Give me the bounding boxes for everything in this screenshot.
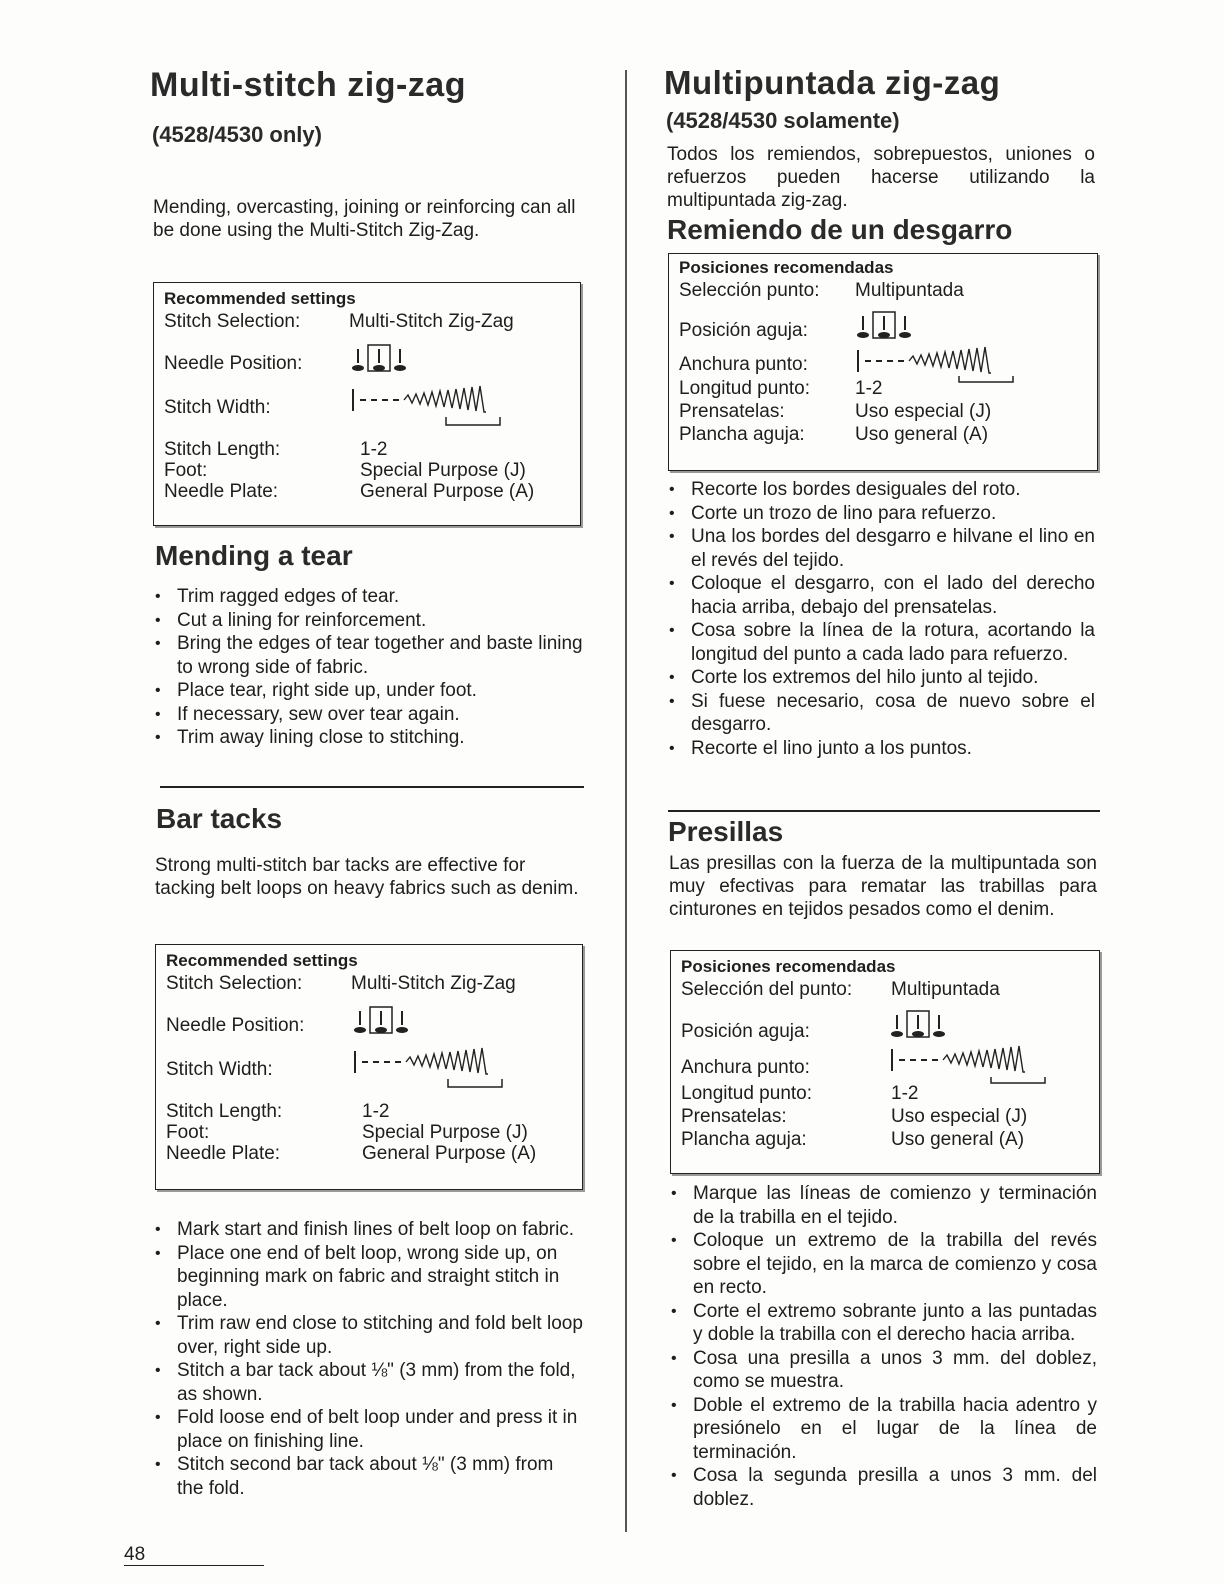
settings-heading: Recommended settings (166, 951, 358, 970)
right-settings-box-1 (668, 253, 1098, 471)
needle-position-label: Posición aguja: (681, 1021, 810, 1042)
mending-title: Mending a tear (155, 540, 353, 571)
left-title: Multi-stitch zig-zag (150, 66, 466, 104)
list-item: • Una los bordes del desgarro e hilvane el lino en el revés del tejido. (667, 525, 1095, 572)
list-item: • Trim away lining close to stitching. (153, 726, 583, 750)
needle-plate-value: General Purpose (A) (360, 481, 535, 502)
list-item: • Si fuese necesario, cosa de nuevo sobre el desgarro. (667, 690, 1095, 737)
list-item: • Cosa la segunda presilla a unos 3 mm. del doblez. (669, 1464, 1097, 1511)
stitch-length-value: 1-2 (362, 1101, 390, 1122)
page-number: 48 (124, 1545, 264, 1566)
needle-plate-value: Uso general (A) (891, 1129, 1025, 1150)
list-item: • Coloque un extremo de la trabilla del revés sobre el tejido, en la marca de comienzo y cosa en recto. (669, 1229, 1097, 1300)
stitch-length-label: Stitch Length: (166, 1101, 283, 1122)
needle-position-icon (350, 343, 410, 373)
left-intro: Mending, overcasting, joining or reinforcing can all be done using the Multi-Stitch Zig-Zag. (153, 197, 576, 241)
needle-position-label: Needle Position: (166, 1015, 305, 1036)
needle-plate-label: Plancha aguja: (681, 1129, 807, 1150)
stitch-width-zigzag-icon (352, 1047, 522, 1093)
section-divider (160, 786, 584, 788)
list-item: • Cosa una presilla a unos 3 mm. del doblez, como se muestra. (669, 1347, 1097, 1394)
stitch-width-label: Stitch Width: (164, 397, 271, 418)
needle-plate-label: Needle Plate: (166, 1143, 281, 1164)
list-item: • Cosa sobre la línea de la rotura, acortando la longitud del punto a cada lado para refuerzo. (667, 619, 1095, 666)
foot-label: Prensatelas: (681, 1106, 787, 1127)
foot-value: Uso especial (J) (891, 1106, 1028, 1127)
stitch-width-label: Anchura punto: (681, 1057, 810, 1078)
list-item: • Recorte el lino junto a los puntos. (667, 737, 1095, 761)
needle-plate-value: Uso general (A) (855, 424, 989, 445)
needle-position-label: Needle Position: (164, 353, 303, 374)
list-item: • Trim ragged edges of tear. (153, 585, 583, 609)
list-item: • Corte el extremo sobrante junto a las puntadas y doble la trabilla con el derecho hacia arriba. (669, 1300, 1097, 1347)
list-item: • Place one end of belt loop, wrong side up, on beginning mark on fabric and straight stitch in place. (153, 1242, 585, 1313)
needle-plate-label: Plancha aguja: (679, 424, 805, 445)
needle-position-icon (855, 310, 915, 340)
foot-value: Uso especial (J) (855, 401, 992, 422)
remiendo-title: Remiendo de un desgarro (667, 214, 1013, 245)
stitch-length-value: 1-2 (891, 1083, 919, 1104)
foot-label: Foot: (164, 460, 208, 481)
list-item: • Corte un trozo de lino para refuerzo. (667, 502, 1095, 526)
stitch-length-label: Stitch Length: (164, 439, 281, 460)
stitch-selection-value: Multi-Stitch Zig-Zag (349, 311, 514, 332)
needle-plate-label: Needle Plate: (164, 481, 279, 502)
foot-label: Prensatelas: (679, 401, 785, 422)
stitch-width-zigzag-icon (350, 385, 520, 431)
stitch-selection-label: Selección punto: (679, 280, 820, 301)
remiendo-steps (667, 478, 1095, 760)
stitch-length-value: 1-2 (855, 378, 883, 399)
mending-steps (153, 585, 583, 750)
stitch-width-label: Stitch Width: (166, 1059, 273, 1080)
stitch-length-value: 1-2 (360, 439, 388, 460)
stitch-selection-value: Multi-Stitch Zig-Zag (351, 973, 516, 994)
list-item: • Marque las líneas de comienzo y terminación de la trabilla en el tejido. (669, 1182, 1097, 1229)
right-subtitle: (4528/4530 solamente) (666, 108, 900, 133)
list-item: • Bring the edges of tear together and baste lining to wrong side of fabric. (153, 632, 583, 679)
list-item: • Mark start and finish lines of belt loop on fabric. (153, 1218, 585, 1242)
needle-position-label: Posición aguja: (679, 320, 808, 341)
bar-tacks-title: Bar tacks (156, 803, 283, 834)
stitch-selection-value: Multipuntada (891, 979, 1000, 1000)
list-item: • Recorte los bordes desiguales del roto. (667, 478, 1095, 502)
list-item: • Stitch second bar tack about ⅛" (3 mm) from the fold. (153, 1453, 585, 1500)
list-item: • Fold loose end of belt loop under and press it in place on finishing line. (153, 1406, 585, 1453)
stitch-selection-label: Stitch Selection: (164, 311, 301, 332)
foot-label: Foot: (166, 1122, 210, 1143)
presillas-title: Presillas (668, 816, 784, 847)
settings-heading: Posiciones recomendadas (679, 258, 894, 277)
left-settings-box-1 (153, 282, 581, 526)
bar-tacks-intro: Strong multi-stitch bar tacks are effective for tacking belt loops on heavy fabrics such as denim. (155, 855, 579, 899)
right-title: Multipuntada zig-zag (664, 64, 1001, 101)
stitch-selection-label: Selección del punto: (681, 979, 853, 1000)
list-item: • Cut a lining for reinforcement. (153, 609, 583, 633)
stitch-selection-label: Stitch Selection: (166, 973, 303, 994)
list-item: • Trim raw end close to stitching and fold belt loop over, right side up. (153, 1312, 585, 1359)
right-intro: Todos los remiendos, sobrepuestos, uniones o refuerzos pueden hacerse utilizando la multipuntada zig-zag. (667, 144, 1095, 211)
section-divider (668, 810, 1100, 812)
needle-position-icon (889, 1009, 949, 1039)
needle-position-icon (352, 1005, 412, 1035)
stitch-width-label: Anchura punto: (679, 354, 808, 375)
presillas-intro: Las presillas con la fuerza de la multipuntada son muy efectivas para rematar las trabillas para cinturones en tejidos pesados como el denim. (669, 853, 1097, 920)
list-item: • Corte los extremos del hilo junto al tejido. (667, 666, 1095, 690)
column-divider (625, 70, 627, 1532)
list-item: • If necessary, sew over tear again. (153, 703, 583, 727)
stitch-length-label: Longitud punto: (681, 1083, 813, 1104)
presillas-steps (669, 1182, 1097, 1511)
foot-value: Special Purpose (J) (360, 460, 526, 481)
bar-tacks-steps (153, 1218, 585, 1500)
settings-heading: Posiciones recomendadas (681, 957, 896, 976)
settings-heading: Recommended settings (164, 289, 356, 308)
list-item: • Doble el extremo de la trabilla hacia adentro y presiónelo en el lugar de la línea de terminación. (669, 1394, 1097, 1465)
list-item: • Place tear, right side up, under foot. (153, 679, 583, 703)
right-settings-box-2 (670, 950, 1100, 1174)
list-item: • Coloque el desgarro, con el lado del derecho hacia arriba, debajo del prensatelas. (667, 572, 1095, 619)
stitch-length-label: Longitud punto: (679, 378, 811, 399)
list-item: • Stitch a bar tack about ⅛" (3 mm) from the fold, as shown. (153, 1359, 585, 1406)
foot-value: Special Purpose (J) (362, 1122, 528, 1143)
stitch-selection-value: Multipuntada (855, 280, 964, 301)
left-subtitle: (4528/4530 only) (152, 122, 322, 147)
needle-plate-value: General Purpose (A) (362, 1143, 537, 1164)
left-settings-box-2 (155, 944, 583, 1190)
